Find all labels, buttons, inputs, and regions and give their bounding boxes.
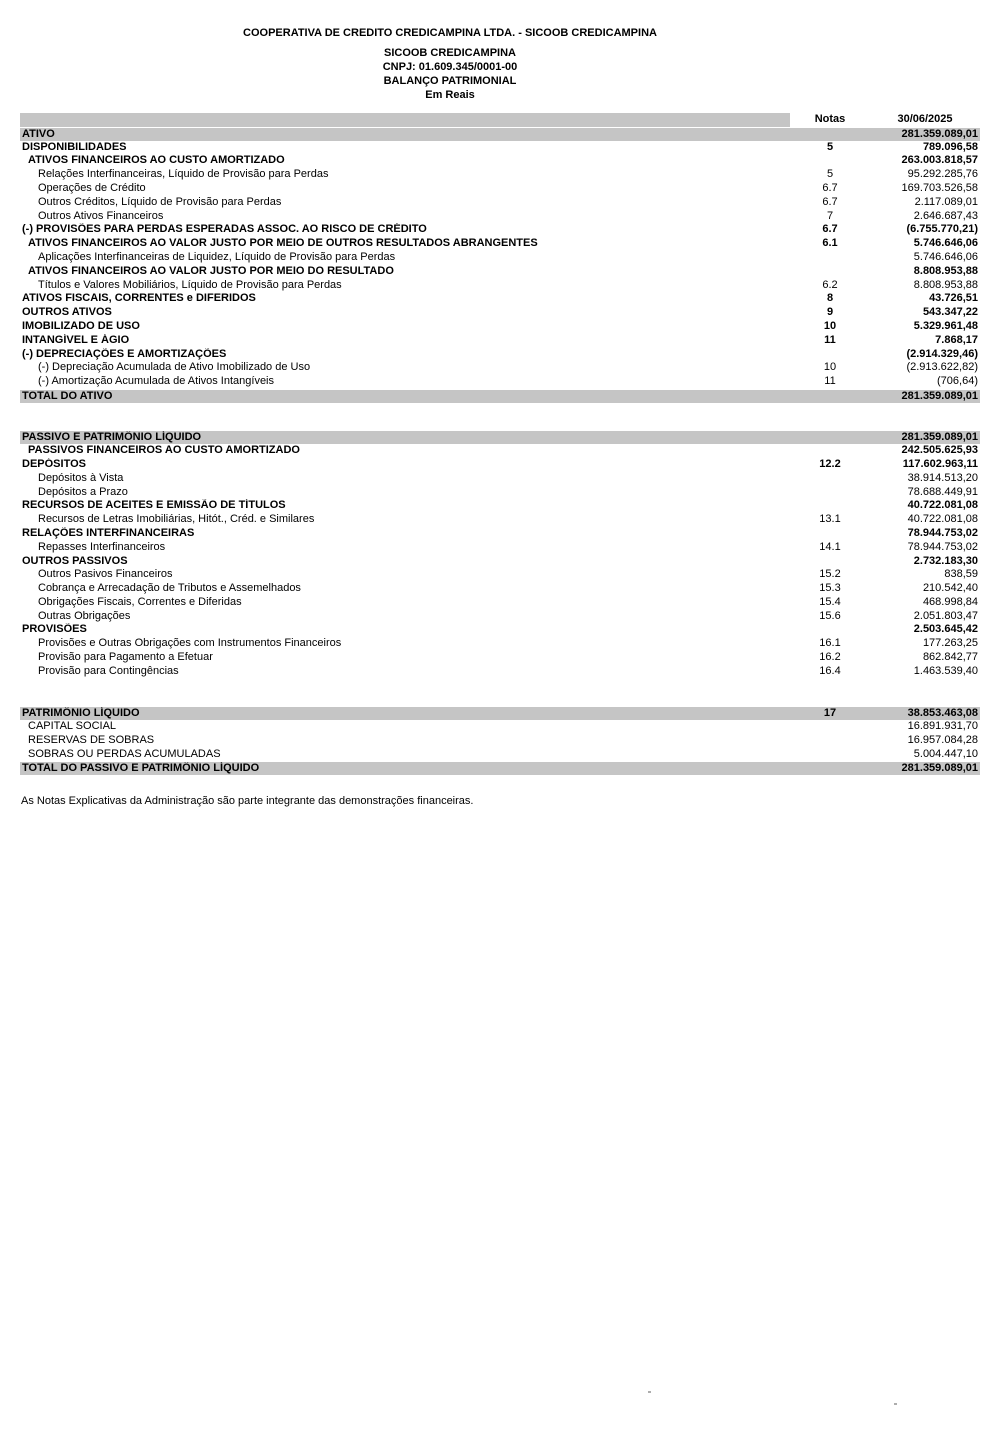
row-note-ref: 15.6 bbox=[819, 609, 841, 622]
row-label: Depósitos à Vista bbox=[38, 471, 124, 484]
row-note-ref: 15.4 bbox=[819, 595, 841, 608]
row-note-ref: 11 bbox=[824, 333, 836, 346]
row-value: 281.359.089,01 bbox=[901, 762, 978, 775]
row-label: Provisão para Pagamento a Efetuar bbox=[38, 651, 213, 664]
row-note-ref: 16.1 bbox=[819, 637, 841, 650]
scan-artifact-dot bbox=[648, 1391, 651, 1393]
row-note-ref: 6.7 bbox=[822, 195, 838, 208]
table-row bbox=[20, 127, 980, 141]
report-title: BALANÇO PATRIMONIAL bbox=[383, 75, 517, 87]
table-row bbox=[20, 265, 980, 279]
document-header bbox=[0, 26, 900, 102]
row-value: (706,64) bbox=[937, 375, 978, 388]
table-row bbox=[20, 306, 980, 320]
row-note-ref: 10 bbox=[823, 361, 837, 374]
row-value: 468.998,84 bbox=[922, 595, 978, 608]
table-header-date: 30/06/2025 bbox=[897, 113, 953, 125]
table-row bbox=[20, 761, 980, 775]
row-value: 210.542,40 bbox=[922, 582, 978, 595]
table-row bbox=[20, 610, 980, 624]
row-label: RESERVAS DE SOBRAS bbox=[28, 733, 155, 746]
table-row bbox=[20, 196, 980, 210]
row-label: (-) Depreciação Acumulada de Ativo Imobilizado de Uso bbox=[38, 361, 311, 374]
row-note-ref: 15.2 bbox=[819, 568, 841, 581]
row-note-ref: 6.7 bbox=[822, 223, 838, 236]
table-row bbox=[20, 651, 980, 665]
table-row bbox=[20, 348, 980, 362]
row-note-ref bbox=[790, 444, 870, 458]
table-row bbox=[20, 279, 980, 293]
row-note-ref: 16.4 bbox=[819, 664, 841, 677]
row-note-ref: 6.7 bbox=[822, 181, 838, 194]
row-note-ref bbox=[790, 499, 870, 513]
row-value: 38.853.463,08 bbox=[907, 707, 978, 720]
row-label: SOBRAS OU PERDAS ACUMULADAS bbox=[28, 747, 221, 760]
table-section-patrimonio-liquido bbox=[20, 706, 980, 775]
footer-note: As Notas Explicativas da Administração são parte integrante das demonstrações financeiras. bbox=[21, 795, 474, 807]
row-label: Aplicações Interfinanceiras de Liquidez, Líquido de Provisão para Perdas bbox=[38, 250, 396, 263]
table-section-passivo bbox=[20, 430, 980, 678]
row-label: Títulos e Valores Mobiliários, Líquido de Provisão para Perdas bbox=[38, 278, 342, 291]
row-value: 78.688.449,91 bbox=[907, 485, 978, 498]
row-value: 40.722.081,08 bbox=[907, 499, 978, 512]
row-note-ref bbox=[790, 348, 870, 362]
row-value: 78.944.753,02 bbox=[907, 526, 978, 539]
row-value: 38.914.513,20 bbox=[907, 471, 978, 484]
row-label: Operações de Crédito bbox=[38, 181, 146, 194]
row-label: TOTAL DO ATIVO bbox=[22, 389, 113, 402]
table-row bbox=[20, 665, 980, 679]
row-note-ref bbox=[790, 555, 870, 569]
table-row bbox=[20, 499, 980, 513]
row-value: 169.703.526,58 bbox=[901, 181, 978, 194]
row-value: 2.051.803,47 bbox=[913, 609, 978, 622]
table-header-desc-cell bbox=[20, 113, 790, 127]
table-header-notas: Notas bbox=[814, 113, 846, 125]
row-note-ref bbox=[790, 486, 870, 500]
row-value: 2.646.687,43 bbox=[913, 209, 978, 222]
balance-sheet-table bbox=[20, 113, 980, 775]
row-label: Outros Créditos, Líquido de Provisão para Perdas bbox=[38, 195, 282, 208]
table-row bbox=[20, 334, 980, 348]
row-value: 2.117.089,01 bbox=[914, 195, 978, 208]
row-value: 5.329.961,48 bbox=[913, 319, 978, 332]
row-label: Outros Ativos Financeiros bbox=[38, 209, 164, 222]
row-value: 8.808.953,88 bbox=[913, 264, 978, 277]
row-note-ref bbox=[790, 472, 870, 486]
row-value: 78.944.753,02 bbox=[907, 540, 978, 553]
row-note-ref bbox=[790, 251, 870, 265]
table-row bbox=[20, 361, 980, 375]
row-label: INTANGÍVEL E ÁGIO bbox=[22, 333, 130, 346]
row-note-ref: 12.2 bbox=[819, 457, 841, 470]
row-label: Relações Interfinanceiras, Líquido de Provisão para Perdas bbox=[38, 168, 329, 181]
table-section-ativo bbox=[20, 127, 980, 403]
row-note-ref bbox=[790, 265, 870, 279]
row-label: (-) DEPRECIAÇÕES E AMORTIZAÇÕES bbox=[22, 347, 227, 360]
entity-name: SICOOB CREDICAMPINA bbox=[383, 47, 516, 59]
row-label: CAPITAL SOCIAL bbox=[28, 720, 117, 733]
table-row bbox=[20, 154, 980, 168]
row-label: TOTAL DO PASSIVO E PATRIMÔNIO LÍQUIDO bbox=[22, 762, 260, 775]
row-value: 7.868,17 bbox=[935, 333, 978, 346]
row-note-ref: 9 bbox=[826, 306, 834, 319]
cnpj: CNPJ: 01.609.345/0001-00 bbox=[382, 61, 518, 73]
row-note-ref bbox=[790, 748, 870, 762]
row-value: 862.842,77 bbox=[922, 651, 978, 664]
row-value: 177.263,25 bbox=[922, 637, 978, 650]
row-value: 281.359.089,01 bbox=[901, 127, 978, 140]
row-value: 543.347,22 bbox=[922, 306, 978, 319]
row-value: 43.726,51 bbox=[929, 292, 978, 305]
row-label: (-) PROVISÕES PARA PERDAS ESPERADAS ASSOC. AO RISCO DE CRÉDITO bbox=[22, 223, 427, 236]
table-row bbox=[20, 513, 980, 527]
table-row bbox=[20, 637, 980, 651]
row-value: 40.722.081,08 bbox=[907, 513, 978, 526]
table-row bbox=[20, 237, 980, 251]
row-label: IMOBILIZADO DE USO bbox=[22, 319, 140, 332]
row-note-ref: 13.1 bbox=[819, 513, 841, 526]
row-label: ATIVOS FINANCEIROS AO VALOR JUSTO POR MEIO DO RESULTADO bbox=[28, 264, 394, 277]
row-value: 117.602.963,11 bbox=[902, 457, 978, 470]
row-note-ref: 10 bbox=[823, 319, 837, 332]
row-label: Recursos de Letras Imobiliárias, Hitót., Créd. e Similares bbox=[38, 513, 315, 526]
row-note-ref: 5 bbox=[826, 168, 834, 181]
row-value: 838,59 bbox=[944, 568, 978, 581]
row-note-ref: 11 bbox=[824, 375, 836, 388]
row-note-ref bbox=[790, 623, 870, 637]
row-note-ref bbox=[790, 527, 870, 541]
row-label: ATIVO bbox=[22, 127, 55, 140]
row-label: PASSIVOS FINANCEIROS AO CUSTO AMORTIZADO bbox=[28, 444, 300, 457]
table-row bbox=[20, 168, 980, 182]
table-row bbox=[20, 292, 980, 306]
table-row bbox=[20, 141, 980, 155]
row-note-ref bbox=[790, 431, 870, 444]
row-value: 263.003.818,57 bbox=[901, 154, 978, 167]
table-row bbox=[20, 320, 980, 334]
row-label: DEPÓSITOS bbox=[22, 457, 86, 470]
table-header-row bbox=[20, 113, 980, 127]
row-value: 1.463.539,40 bbox=[913, 664, 978, 677]
row-label: RELAÇÕES INTERFINANCEIRAS bbox=[22, 526, 195, 539]
row-note-ref bbox=[790, 390, 870, 403]
row-label: Provisão para Contingências bbox=[38, 664, 179, 677]
table-row bbox=[20, 623, 980, 637]
table-row bbox=[20, 720, 980, 734]
row-label: PROVISÕES bbox=[22, 623, 87, 636]
row-label: ATIVOS FINANCEIROS AO CUSTO AMORTIZADO bbox=[28, 154, 285, 167]
row-value: 281.359.089,01 bbox=[901, 431, 978, 444]
row-value: 16.891.931,70 bbox=[907, 720, 978, 733]
row-value: 242.505.625,93 bbox=[901, 444, 978, 457]
table-row bbox=[20, 734, 980, 748]
row-label: RECURSOS DE ACEITES E EMISSÃO DE TÍTULOS bbox=[22, 499, 286, 512]
table-row bbox=[20, 223, 980, 237]
row-note-ref: 17 bbox=[823, 707, 837, 720]
table-row bbox=[20, 541, 980, 555]
row-value: 5.004.447,10 bbox=[913, 747, 978, 760]
row-label: ATIVOS FISCAIS, CORRENTES e DIFERIDOS bbox=[22, 292, 256, 305]
table-row bbox=[20, 555, 980, 569]
row-value: (2.913.622,82) bbox=[906, 361, 978, 374]
row-label: Cobrança e Arrecadação de Tributos e Assemelhados bbox=[38, 582, 301, 595]
table-row bbox=[20, 706, 980, 720]
table-row bbox=[20, 458, 980, 472]
row-label: Depósitos a Prazo bbox=[38, 485, 128, 498]
table-row bbox=[20, 182, 980, 196]
table-row bbox=[20, 748, 980, 762]
row-note-ref bbox=[790, 720, 870, 734]
row-value: 2.732.183,30 bbox=[913, 554, 978, 567]
company-name: COOPERATIVA DE CREDITO CREDICAMPINA LTDA. - SICOOB CREDICAMPINA bbox=[243, 27, 657, 39]
row-value: 5.746.646,06 bbox=[913, 250, 978, 263]
row-label: Provisões e Outras Obrigações com Instrumentos Financeiros bbox=[38, 637, 342, 650]
row-note-ref bbox=[790, 734, 870, 748]
table-row bbox=[20, 251, 980, 265]
row-note-ref: 14.1 bbox=[819, 540, 841, 553]
row-note-ref: 15.3 bbox=[819, 582, 841, 595]
row-label: DISPONIBILIDADES bbox=[22, 140, 127, 153]
row-value: (2.914.329,46) bbox=[906, 347, 978, 360]
row-note-ref bbox=[790, 762, 870, 775]
table-row bbox=[20, 486, 980, 500]
row-value: 95.292.285,76 bbox=[907, 168, 978, 181]
row-note-ref: 8 bbox=[826, 292, 834, 305]
row-label: (-) Amortização Acumulada de Ativos Intangíveis bbox=[38, 375, 275, 388]
row-label: ATIVOS FINANCEIROS AO VALOR JUSTO POR MEIO DE OUTROS RESULTADOS ABRANGENTES bbox=[28, 237, 538, 250]
table-row bbox=[20, 375, 980, 389]
table-row bbox=[20, 582, 980, 596]
table-row bbox=[20, 444, 980, 458]
row-value: 2.503.645,42 bbox=[913, 623, 978, 636]
row-note-ref: 5 bbox=[826, 140, 834, 153]
row-label: Repasses Interfinanceiros bbox=[38, 540, 166, 553]
row-value: (6.755.770,21) bbox=[906, 223, 978, 236]
row-label: OUTROS PASSIVOS bbox=[22, 554, 128, 567]
row-note-ref bbox=[790, 128, 870, 141]
table-row bbox=[20, 389, 980, 403]
row-note-ref: 6.1 bbox=[822, 237, 838, 250]
balance-table-body bbox=[20, 127, 980, 775]
table-row bbox=[20, 210, 980, 224]
table-row bbox=[20, 527, 980, 541]
row-label: PASSIVO E PATRIMÔNIO LÍQUIDO bbox=[22, 431, 202, 444]
table-row bbox=[20, 596, 980, 610]
table-row bbox=[20, 472, 980, 486]
row-value: 281.359.089,01 bbox=[901, 389, 978, 402]
currency-note: Em Reais bbox=[425, 89, 475, 101]
row-label: OUTROS ATIVOS bbox=[22, 306, 112, 319]
scan-artifact-dot bbox=[894, 1403, 897, 1405]
row-label: PATRIMÔNIO LÍQUIDO bbox=[22, 707, 140, 720]
row-note-ref: 6.2 bbox=[822, 278, 838, 291]
row-value: 16.957.084,28 bbox=[907, 733, 978, 746]
row-label: Obrigações Fiscais, Correntes e Diferidas bbox=[38, 595, 242, 608]
row-note-ref: 16.2 bbox=[819, 651, 841, 664]
row-label: Outros Pasivos Financeiros bbox=[38, 568, 173, 581]
table-row bbox=[20, 568, 980, 582]
row-value: 789.096,58 bbox=[922, 140, 978, 153]
row-note-ref bbox=[790, 154, 870, 168]
row-note-ref: 7 bbox=[826, 209, 834, 222]
row-label: Outras Obrigações bbox=[38, 609, 131, 622]
table-row bbox=[20, 430, 980, 444]
row-value: 8.808.953,88 bbox=[913, 278, 978, 291]
row-value: 5.746.646,06 bbox=[913, 237, 978, 250]
